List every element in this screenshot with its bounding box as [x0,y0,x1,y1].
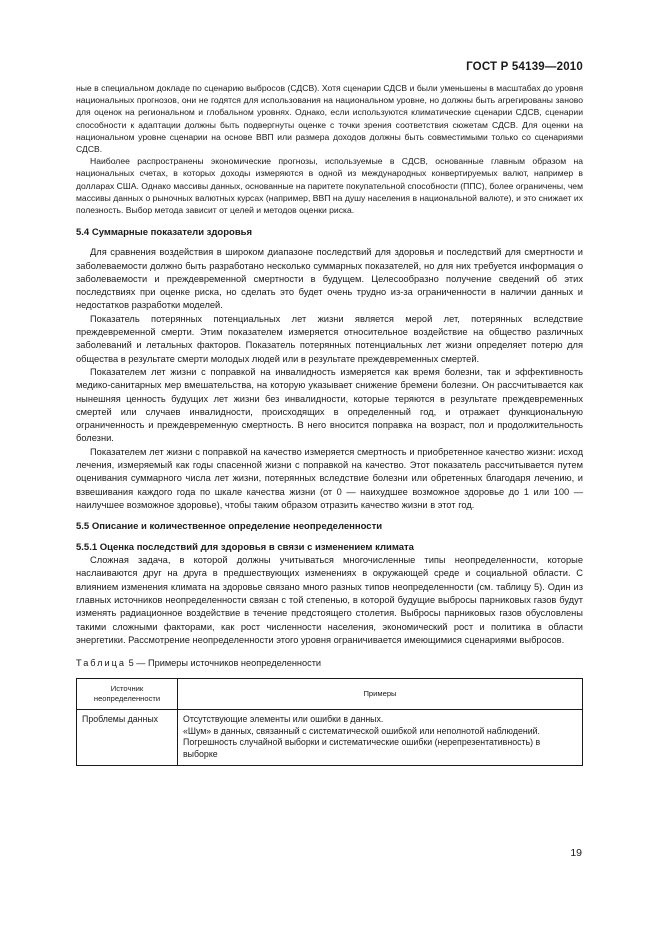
intro-paragraph-2: Наиболее распространены экономические прогнозы, используемые в СДСВ, основанные главным образом на национальных счетах, в которых доходы измеряются в одной из международных конвертируемых валют, например в долларах США. Однако массивы данных, основанные на паритете покупательной способности (ППС), более ограничены, чем массивы данных о рыночных валютных курсах (например, ВВП на душу населения в национальной валюте), и это снижает их полезность. Выбор метода зависит от целей и методов оценки риска. [76,156,583,216]
table-example-line-3: Погрешность случайной выборки и систематические ошибки (нерепрезентативность) в выборке [183,737,541,760]
section-5-4-paragraph-4: Показателем лет жизни с поправкой на качество измеряется смертность и приобретенное качество жизни: исход лечения, измеряемый как годы спасенной жизни с поправкой на качество. Этот показатель рассчитывается путем оценивания суммарного числа лет жизни, потерянных вследствие болезни или обретенных благодаря лечению, и взвешивания каждого года по шкале качества жизни (от 0 — наихудшее возможное здоровье до 1 или 100 — наилучшее возможное здоровье), чтобы таким образом отразить качество жизни в этот год. [76,446,583,510]
section-5-4-paragraph-2: Показатель потерянных потенциальных лет жизни является мерой лет, потерянных вследствие преждевременной смерти. Этим показателем измеряется относительное воздействие на общество различных заболеваний и летальных факторов. Показатель потерянных потенциальных лет жизни определяет потерю для общества в результате смерти молодых людей или в результате преждевременных смертей. [76,313,583,364]
table-caption [76,658,583,668]
page-number: 19 [570,847,582,859]
section-5-4-paragraph-1: Для сравнения воздействия в широком диапазоне последствий для здоровья и последствий для смертности и заболеваемости должно быть разработано несколько суммарных показателей, но для них требуется информация о заболеваемости и преждевременной смертности в будущем. Целесообразно получение сведений об этих последствиях при оценке риска, но сделать это будет очень трудно из-за ограниченности в наличии данных и недостатков разработки моделей. [76,247,583,311]
table-caption-text: 5 — Примеры источников неопределенности [126,658,322,669]
table-example-line-2: «Шум» в данных, связанный с систематической ошибкой или неполнотой наблюдений. [183,725,540,736]
section-5-5-1-paragraph: Сложная задача, в которой должны учитываться многочисленные типы неопределенности, которые наслаиваются друг на друга в предшествующих изменениях в окружающей среде и социальной области. С влиянием изменения климата на здоровье связано много разных типов неопределенности (см. таблицу 5). Один из главных источников неопределенности связан с той степенью, в которой будущие выбросы парниковых газов будут изменять радиационное воздействие в течение предстоящего столетия. Выбросы парниковых газов обусловлены такими сложными факторами, как рост численности населения, экономический рост и политика в области энергетики. Рассмотрение неопределенности этого уровня ограничивается имеющимися сценариями выбросов. [76,555,583,645]
section-5-5-1-body [76,554,583,647]
section-5-5-title: 5.5 Описание и количественное определение неопределенности [76,521,383,533]
table-header-row [77,679,583,710]
table-caption-label: Таблица [76,658,127,669]
table-cell-examples [178,710,583,765]
table-header-source [77,679,178,710]
table-header-source-line-2: неопределенности [93,694,161,704]
document-body [76,82,583,766]
table-header-source-line-1: Источник [110,684,144,694]
intro-block [76,82,583,216]
uncertainty-sources-table [76,678,583,765]
table-cell-source: Проблемы данных [77,710,178,765]
table-header-examples: Примеры [178,679,583,710]
section-5-4-title: 5.4 Суммарные показатели здоровья [76,227,253,239]
document-header: ГОСТ Р 54139—2010 [466,61,583,73]
section-5-5-1-title: 5.5.1 Оценка последствий для здоровья в связи с изменением климата [76,542,414,554]
section-5-4-paragraph-3: Показателем лет жизни с поправкой на инвалидность измеряется как время болезни, так и эффективность медико-санитарных мер вмешательства, на которую указывает снижение бремени болезни. Он рассчитывается как нынешняя ценность будущих лет жизни без инвалидности, которые теряются в результате преждевременных смертей или случаев инвалидности, происходящих в определенный год, и отражает функциональную ограниченность и преждевременную смертность. В него вносится поправка на возраст, пол и продолжительность болезни. [76,366,583,444]
intro-paragraph-1: ные в специальном докладе по сценарию выбросов (СДСВ). Хотя сценарии СДСВ и были уменьшены в масштабах до уровня национальных прогнозов, они не годятся для использования на национальном уровне, но должны быть агрегированы заново для оценок на региональном и глобальном уровнях. Однако, если используются климатические сценарии СДСВ, сценарии способности к адаптации должны быть подвергнуты оценке с точки зрения соответствия сюжетам СДСВ. Для оценки на национальном уровне сценарии на основе ВВП или размера доходов должны быть совместимыми только со сценариями СДСВ. [76,83,583,155]
table-example-line-1: Отсутствующие элементы или ошибки в данных. [183,714,384,725]
table-row [77,710,583,765]
section-5-4-body [76,246,583,512]
